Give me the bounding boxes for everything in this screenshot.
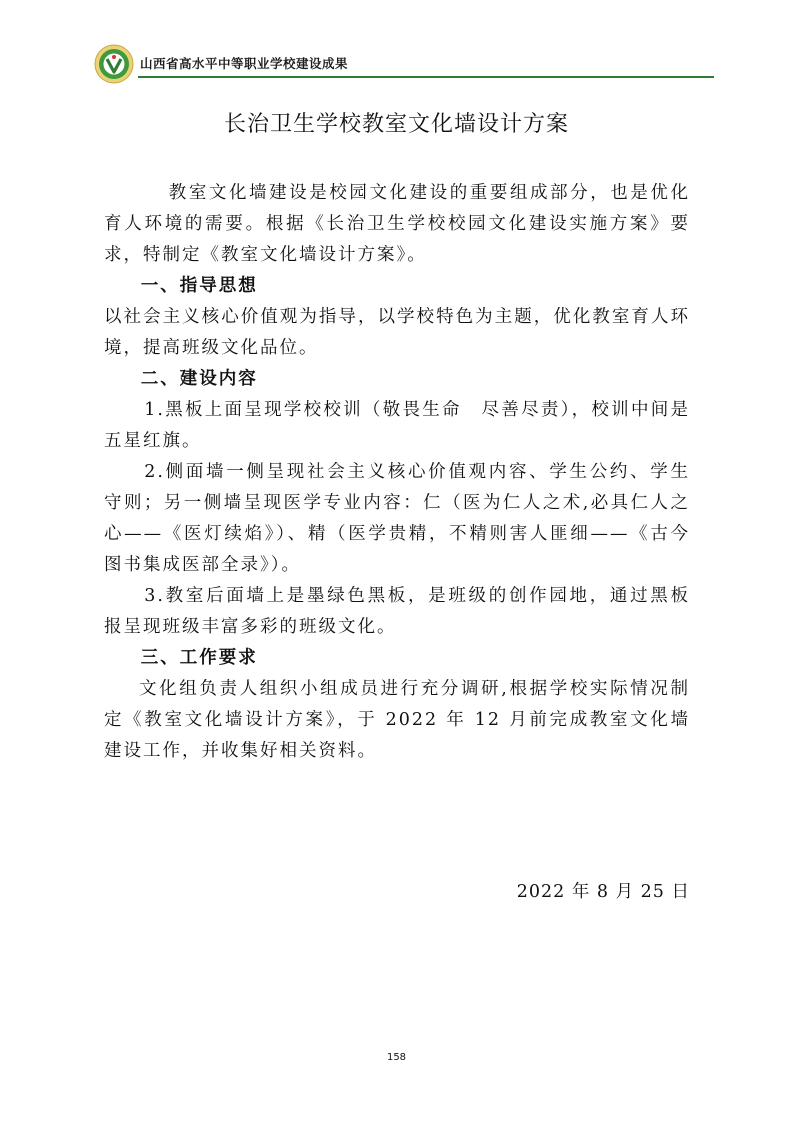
document-date: 2022 年 8 月 25 日 xyxy=(516,882,690,902)
list-item: 3.教室后面墙上是墨绿色黑板，是班级的创作园地，通过黑板报呈现班级丰富多彩的班级文化。 xyxy=(104,586,690,637)
document-body xyxy=(104,178,690,767)
school-emblem-icon xyxy=(94,44,134,84)
section-heading-construction-content: 二、建设内容 xyxy=(140,369,258,389)
list-item: 2.侧面墙一侧呈现社会主义核心价值观内容、学生公约、学生守则；另一侧墙呈现医学专业内容：仁（医为仁人之术,必具仁人之心——《医灯续焰》）、精（医学贵精，不精则害人匪细——《古今图书集成医部全录》）。 xyxy=(104,462,690,575)
header-divider xyxy=(138,76,714,78)
section-heading-guiding-ideology: 一、指导思想 xyxy=(140,276,258,296)
list-item: 1.黑板上面呈现学校校训（敬畏生命 尽善尽责），校训中间是五星红旗。 xyxy=(104,400,690,451)
header-title: 山西省高水平中等职业学校建设成果 xyxy=(140,56,349,71)
document-title: 长治卫生学校教室文化墙设计方案 xyxy=(223,112,569,137)
intro-paragraph: 教室文化墙建设是校园文化建设的重要组成部分，也是优化育人环境的需要。根据《长治卫生学校校园文化建设实施方案》要求，特制定《教室文化墙设计方案》。 xyxy=(104,183,690,265)
section-paragraph: 文化组负责人组织小组成员进行充分调研,根据学校实际情况制定《教室文化墙设计方案》，于 2022 年 12 月前完成教室文化墙建设工作，并收集好相关资料。 xyxy=(104,679,690,761)
page-header xyxy=(94,40,714,90)
section-heading-work-requirements: 三、工作要求 xyxy=(140,648,258,668)
page-number: 158 xyxy=(386,1052,407,1063)
section-paragraph: 以社会主义核心价值观为指导，以学校特色为主题，优化教室育人环境，提高班级文化品位。 xyxy=(104,307,690,358)
